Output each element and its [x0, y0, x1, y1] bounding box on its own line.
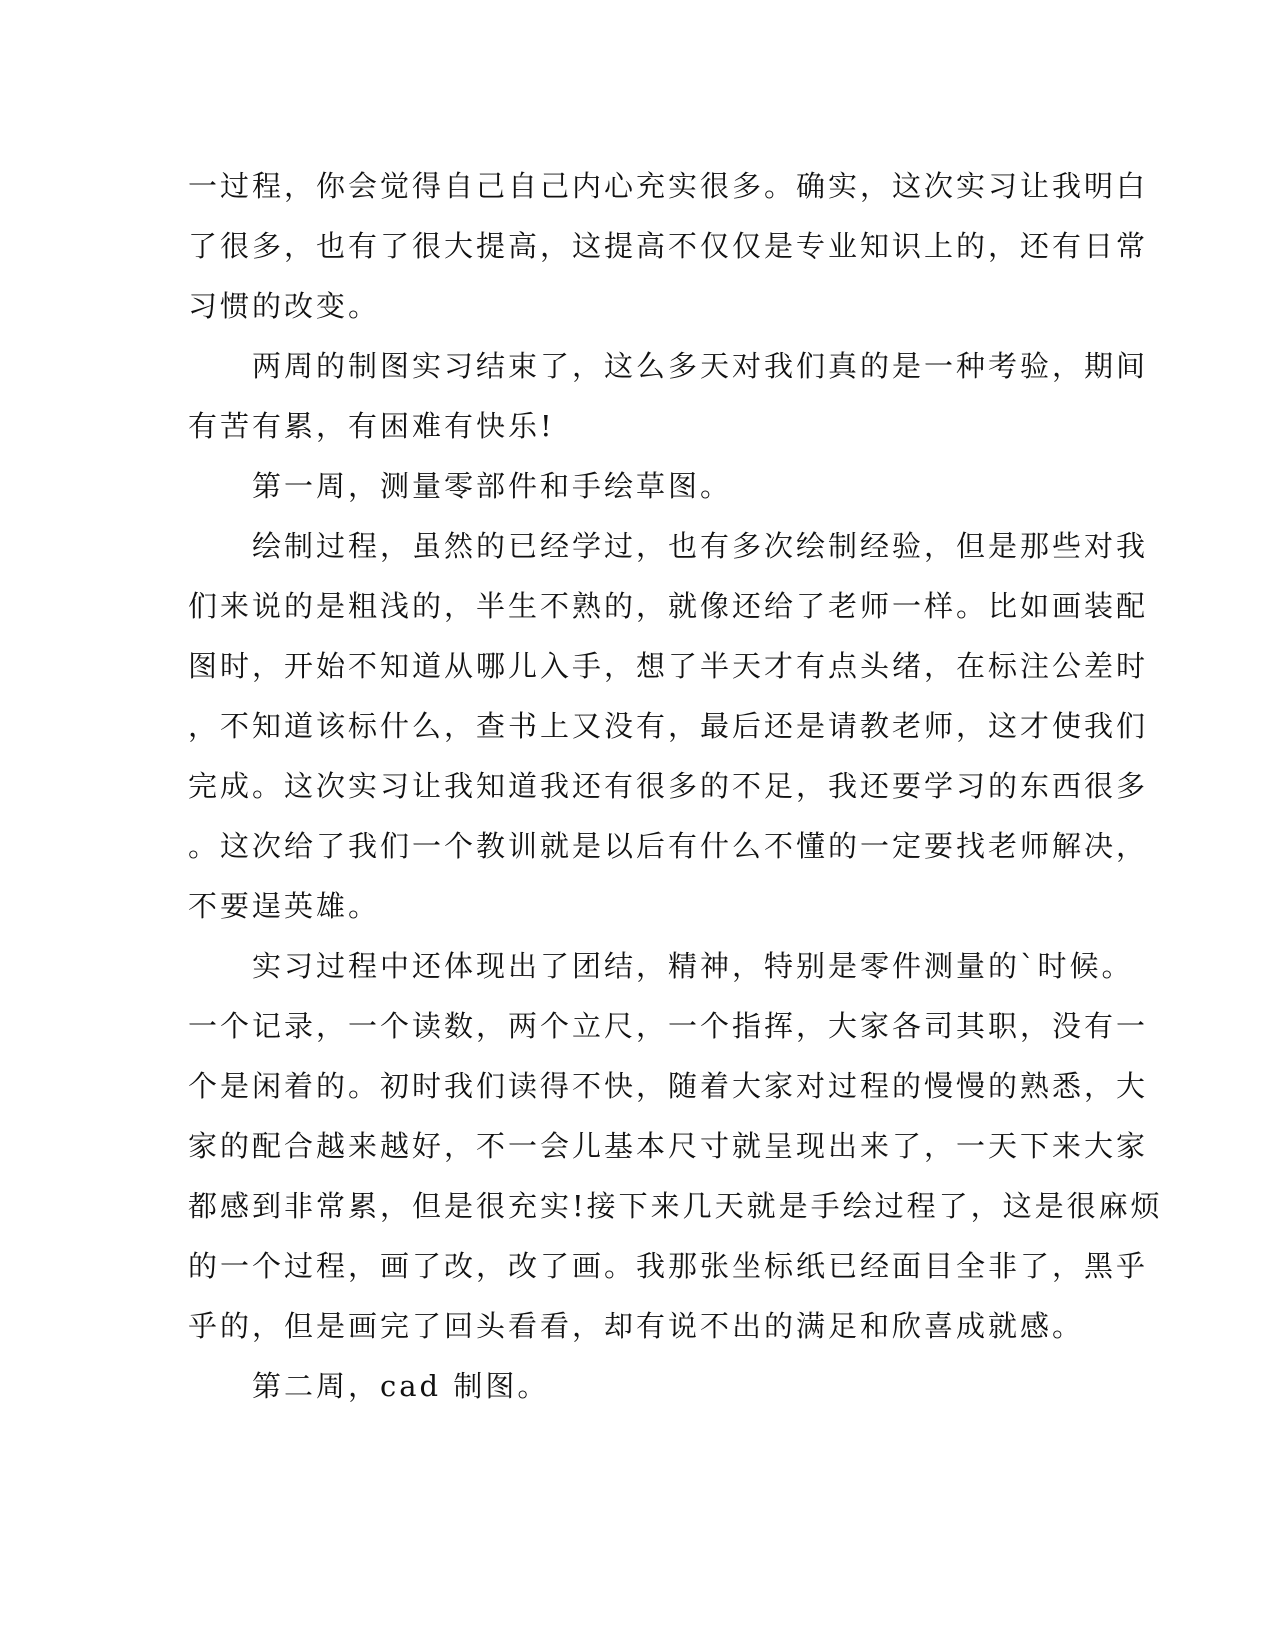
text-line: 不要逞英雄。 — [188, 889, 381, 923]
text-line: 图时，开始不知道从哪儿入手，想了半天才有点头绪，在标注公差时 — [188, 649, 1149, 683]
text-line: 习惯的改变。 — [188, 289, 381, 323]
text-line: 都感到非常累，但是很充实!接下来几天就是手绘过程了，这是很麻烦 — [188, 1189, 1163, 1223]
text-line: 一个记录，一个读数，两个立尺，一个指挥，大家各司其职，没有一 — [188, 1009, 1149, 1043]
text-line: 乎的，但是画完了回头看看，却有说不出的满足和欣喜成就感。 — [188, 1309, 1085, 1343]
text-line: 有苦有累，有困难有快乐! — [188, 409, 555, 443]
text-line: 们来说的是粗浅的，半生不熟的，就像还给了老师一样。比如画装配 — [188, 589, 1149, 623]
section-heading-week-two: 第二周，cad 制图。 — [188, 1369, 550, 1403]
paragraph-first-line: 两周的制图实习结束了，这么多天对我们真的是一种考验，期间 — [188, 349, 1149, 383]
text-line: ，不知道该标什么，查书上又没有，最后还是请教老师，这才使我们 — [188, 709, 1149, 743]
text-line: 。这次给了我们一个教训就是以后有什么不懂的一定要找老师解决， — [188, 829, 1149, 863]
text-line: 一过程，你会觉得自己自己内心充实很多。确实，这次实习让我明白 — [188, 169, 1149, 203]
document-body — [188, 156, 1163, 1416]
text-line: 的一个过程，画了改，改了画。我那张坐标纸已经面目全非了，黑乎 — [188, 1249, 1149, 1283]
text-line: 家的配合越来越好，不一会儿基本尺寸就呈现出来了，一天下来大家 — [188, 1129, 1149, 1163]
section-heading-week-one: 第一周，测量零部件和手绘草图。 — [188, 469, 733, 503]
paragraph-first-line: 绘制过程，虽然的已经学过，也有多次绘制经验，但是那些对我 — [188, 529, 1149, 563]
paragraph-first-line: 实习过程中还体现出了团结，精神，特别是零件测量的`时候。 — [188, 949, 1134, 983]
text-line: 完成。这次实习让我知道我还有很多的不足，我还要学习的东西很多 — [188, 769, 1149, 803]
text-line: 了很多，也有了很大提高，这提高不仅仅是专业知识上的，还有日常 — [188, 229, 1149, 263]
text-line: 个是闲着的。初时我们读得不快，随着大家对过程的慢慢的熟悉，大 — [188, 1069, 1149, 1103]
